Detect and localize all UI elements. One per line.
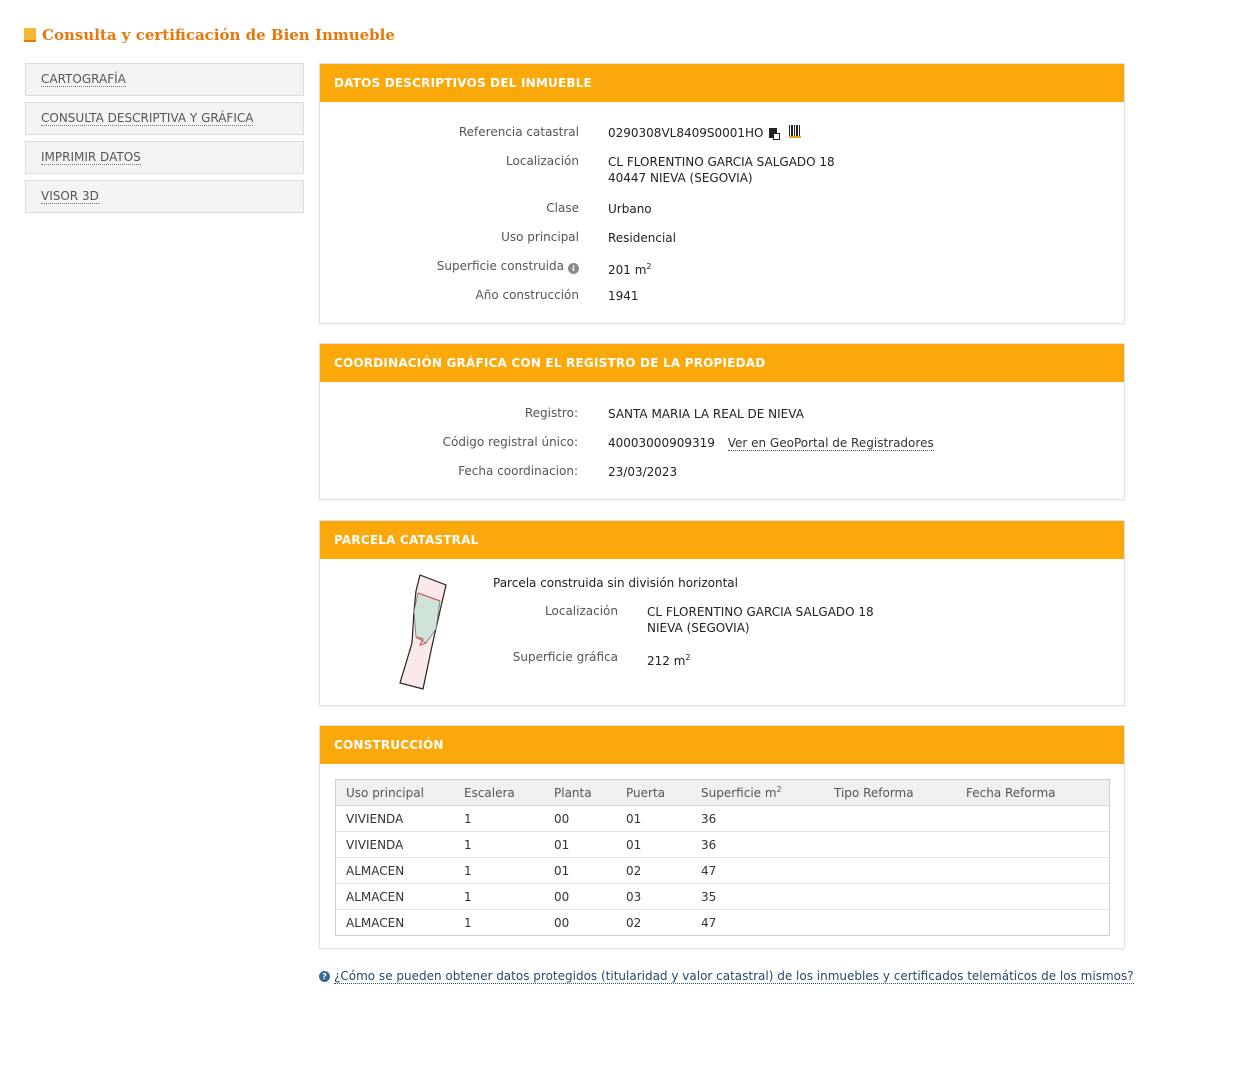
cell-puerta: 02	[626, 915, 642, 930]
anio-value: 1941	[608, 289, 639, 303]
sup-label: Superficie construida	[436, 259, 564, 273]
table-row	[336, 806, 1109, 832]
ref-label: Referencia catastral	[458, 125, 579, 139]
construccion-table	[335, 779, 1110, 936]
cell-uso: VIVIENDA	[346, 811, 404, 826]
col-superficie: Superficie $m^2$	[701, 785, 782, 800]
cell-planta: 00	[554, 915, 570, 930]
sidebar-item-imprimir-datos[interactable]: IMPRIMIR DATOS	[25, 141, 304, 174]
cell-planta: 01	[554, 837, 570, 852]
codigo-row	[608, 435, 934, 451]
parcela-loc-line1: CL FLORENTINO GARCIA SALGADO 18	[647, 605, 874, 619]
clase-value: Urbano	[608, 202, 652, 216]
parcela-sup-label: Superficie gráfica	[512, 650, 618, 664]
cell-superficie: 36	[701, 811, 717, 826]
parcela-loc-line2: NIEVA (SEGOVIA)	[647, 621, 750, 635]
ref-value: 0290308VL8409S0001HO	[608, 126, 764, 140]
col-planta: Planta	[554, 785, 592, 800]
loc-line2: 40447 NIEVA (SEGOVIA)	[608, 171, 753, 185]
cell-uso: VIVIENDA	[346, 837, 404, 852]
panel-header: PARCELA CATASTRAL	[320, 521, 1124, 559]
cell-uso: ALMACEN	[346, 889, 405, 904]
panel-header: CONSTRUCCIÓN	[320, 726, 1124, 764]
anio-label: Año construcción	[475, 288, 579, 302]
fecha-value: 23/03/2023	[608, 465, 678, 479]
document-icon	[24, 28, 36, 42]
sidebar-item-visor-3d[interactable]: VISOR 3D	[25, 180, 304, 213]
panel-header: DATOS DESCRIPTIVOS DEL INMUEBLE	[320, 64, 1124, 102]
parcela-panel	[319, 520, 1125, 706]
info-icon[interactable]: i	[568, 263, 579, 274]
cell-puerta: 01	[626, 837, 642, 852]
parcela-loc-value	[647, 604, 874, 636]
col-fecha-reforma: Fecha Reforma	[966, 785, 1056, 800]
table-row	[336, 884, 1109, 910]
codigo-value: 40003000909319	[608, 436, 715, 450]
parcela-sup-value: 212 m	[647, 654, 686, 668]
parcela-sup-row	[647, 650, 691, 669]
col-puerta: Puerta	[626, 785, 666, 800]
table-row	[336, 858, 1109, 884]
cell-escalera: 1	[464, 837, 472, 852]
fecha-label: Fecha coordinacion:	[458, 464, 578, 478]
construccion-panel	[319, 725, 1125, 949]
cell-planta: 00	[554, 889, 570, 904]
cell-planta: 01	[554, 863, 570, 878]
col-escalera: Escalera	[464, 785, 515, 800]
sup-unit: 2	[646, 262, 652, 271]
registro-label: Registro:	[524, 406, 578, 420]
cell-escalera: 1	[464, 889, 472, 904]
sup-label-row	[320, 259, 579, 274]
barcode-icon[interactable]	[789, 125, 801, 138]
sidebar-item-consulta-descriptiva[interactable]: CONSULTA DESCRIPTIVA Y GRÁFICA	[25, 102, 304, 135]
table-header	[336, 780, 1109, 806]
cell-superficie: 36	[701, 837, 717, 852]
copy-icon[interactable]	[769, 128, 777, 138]
uso-label: Uso principal	[501, 230, 579, 244]
sidebar-item-cartografia[interactable]: CARTOGRAFÍA	[25, 63, 304, 96]
parcela-loc-label: Localización	[545, 604, 618, 618]
col-tipo-reforma: Tipo Reforma	[834, 785, 914, 800]
sidebar	[25, 63, 304, 219]
parcel-map[interactable]	[390, 571, 460, 696]
page-title-text: Consulta y certificación de Bien Inmueble	[42, 26, 395, 44]
protected-data-link[interactable]: ¿Cómo se pueden obtener datos protegidos (titularidad y valor catastral) de los inmuebles y certificados telemáticos de los mismos?	[334, 969, 1134, 983]
cell-escalera: 1	[464, 915, 472, 930]
loc-line1: CL FLORENTINO GARCIA SALGADO 18	[608, 155, 835, 169]
clase-label: Clase	[546, 201, 579, 215]
question-icon: ?	[319, 971, 330, 982]
cell-superficie: 47	[701, 915, 717, 930]
coordinacion-panel	[319, 343, 1125, 500]
cell-puerta: 03	[626, 889, 642, 904]
sup-value: 201 m	[608, 263, 647, 277]
parcel-built-area	[414, 593, 440, 643]
cell-puerta: 01	[626, 811, 642, 826]
table-row	[336, 832, 1109, 858]
cell-puerta: 02	[626, 863, 642, 878]
ref-value-row	[608, 125, 801, 141]
panel-header: COORDINACIÓN GRÁFICA CON EL REGISTRO DE LA PROPIEDAD	[320, 344, 1124, 382]
cell-planta: 00	[554, 811, 570, 826]
protected-data-question	[319, 969, 1134, 984]
geoportal-link[interactable]: Ver en GeoPortal de Registradores	[727, 436, 934, 450]
parcela-subtitle: Parcela construida sin división horizontal	[493, 576, 738, 590]
uso-value: Residencial	[608, 231, 676, 245]
cell-uso: ALMACEN	[346, 915, 405, 930]
loc-label: Localización	[506, 154, 579, 168]
cell-superficie: 35	[701, 889, 717, 904]
page-title	[24, 26, 395, 44]
parcela-sup-unit: 2	[685, 653, 691, 662]
loc-value	[608, 154, 835, 186]
cell-escalera: 1	[464, 811, 472, 826]
cell-superficie: 47	[701, 863, 717, 878]
cell-uso: ALMACEN	[346, 863, 405, 878]
codigo-label: Código registral único:	[442, 435, 578, 449]
datos-descriptivos-panel	[319, 63, 1125, 324]
col-uso: Uso principal	[346, 785, 424, 800]
registro-value: SANTA MARIA LA REAL DE NIEVA	[608, 407, 804, 421]
table-row	[336, 910, 1109, 935]
cell-escalera: 1	[464, 863, 472, 878]
sup-value-row	[608, 259, 652, 278]
